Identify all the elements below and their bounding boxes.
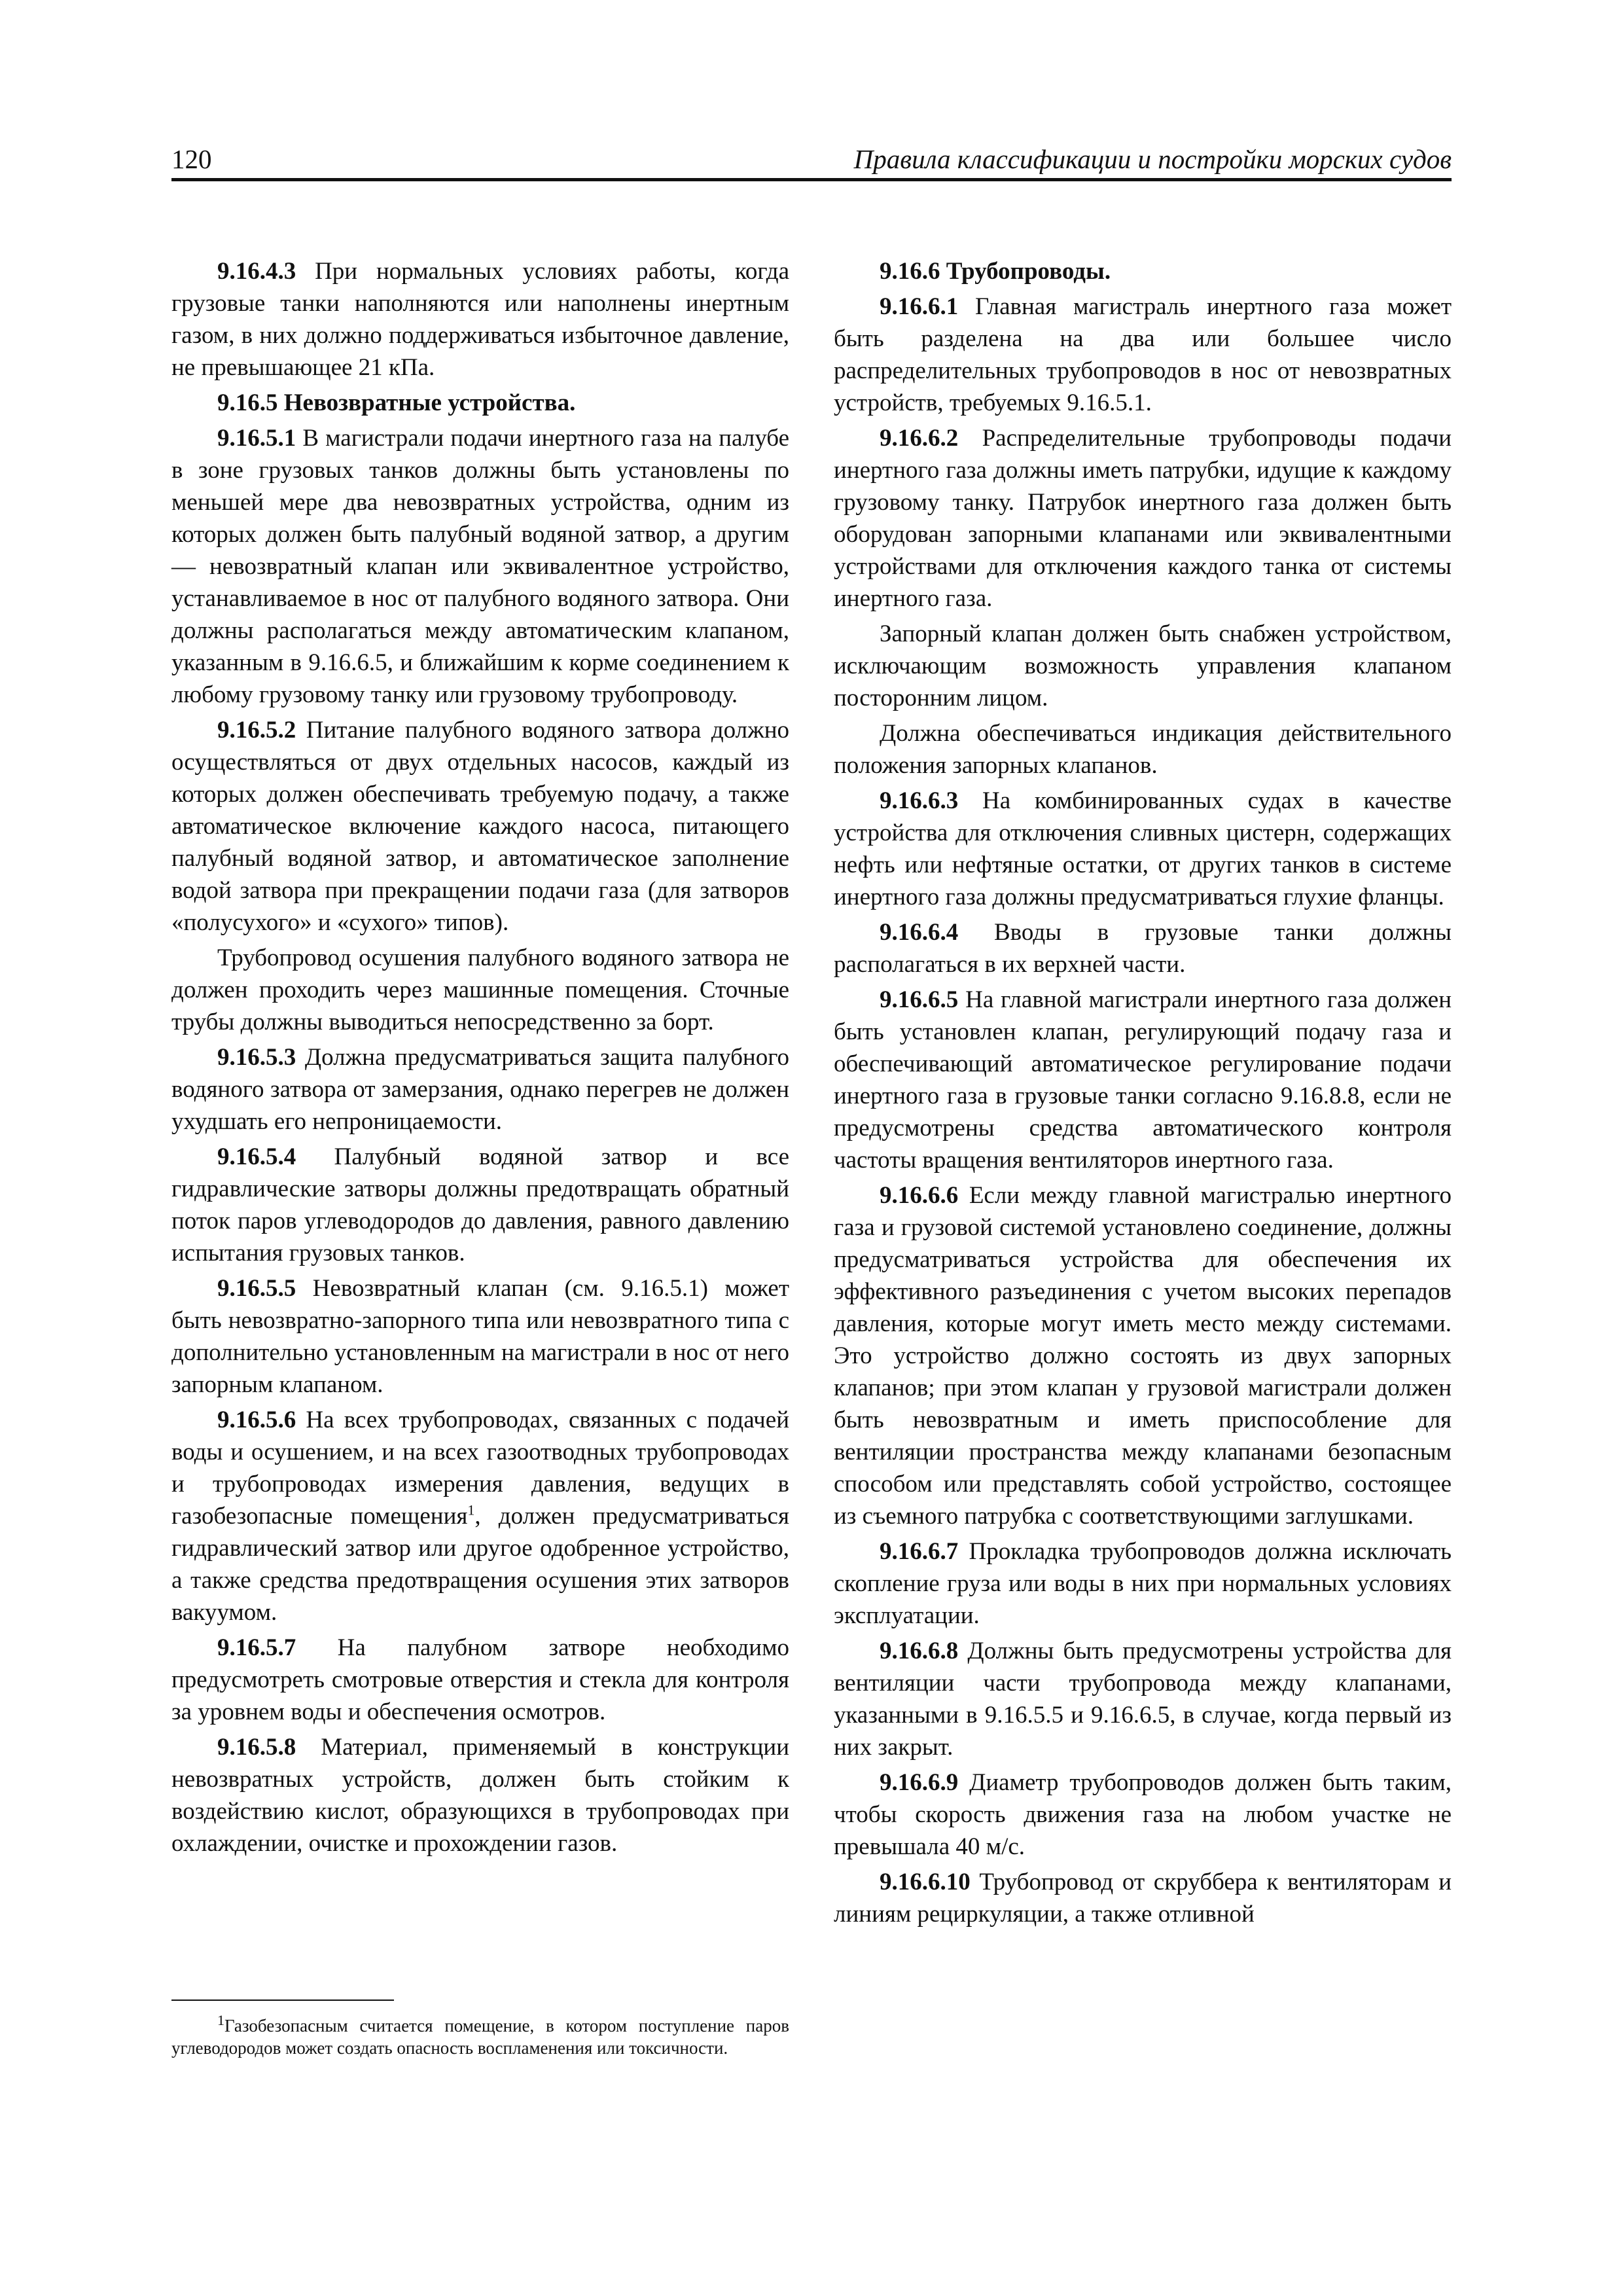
paragraph-9-16-6-3: 9.16.6.3 На комбинированных судах в качестве устройства для отключения сливных цистерн, содержащих нефть или нефтяные остатки, от других танков в системе инертного газа должны предусматриваться глухие фланцы. (834, 787, 1452, 910)
paragraph-9-16-5-3: 9.16.5.3 Должна предусматриваться защита палубного водяного затвора от замерзания, однако перегрев не должен ухудшать его непроницаемости. (171, 1044, 789, 1135)
footnote-rule (171, 2000, 394, 2001)
paragraph-9-16-6-5: 9.16.6.5 На главной магистрали инертного газа должен быть установлен клапан, регулирующий подачу газа и обеспечивающий автоматическое регулирование подачи инертного газа в грузовые танки согласно 9.16.8.8, если не предусмотрены средства автоматического контроля частоты вращения вентиляторов инертного газа. (834, 986, 1452, 1174)
paragraph-9-16-6-7: 9.16.6.7 Прокладка трубопроводов должна исключать скопление груза или воды в них при нормальных условиях эксплуатации. (834, 1538, 1452, 1629)
paragraph-9-16-5-8: 9.16.5.8 Материал, применяемый в конструкции невозвратных устройств, должен быть стойким к воздействию кислот, образующихся в трубопроводах при охлаждении, очистке и прохождении газов. (171, 1734, 789, 1857)
paragraph-9-16-6-9: 9.16.6.9 Диаметр трубопроводов должен быть таким, чтобы скорость движения газа на любом участке не превышала 40 м/с. (834, 1769, 1452, 1860)
paragraph-shutoff-valve: Запорный клапан должен быть снабжен устройством, исключающим возможность управления клапаном посторонним лицом. (834, 620, 1452, 711)
section-heading-9-16-5: 9.16.5 Невозвратные устройства. (217, 389, 576, 416)
paragraph-9-16-6-1: 9.16.6.1 Главная магистраль инертного газа может быть разделена на два или большее число распределительных трубопроводов в нос от невозвратных устройств, требуемых 9.16.5.1. (834, 293, 1452, 416)
right-column (834, 255, 1452, 1933)
left-column (171, 255, 789, 1863)
header-rule (171, 178, 1452, 181)
paragraph-9-16-5-6: 9.16.5.6 На всех трубопроводах, связанных с подачей воды и осушением, и на всех газоотводных трубопроводах и трубопроводах измерения давления, ведущих в газобезопасные помещения$^1$, должен предусматриваться гидравлический затвор или другое одобренное устройство, а также средства предотвращения осушения этих затворов вакуумом. (171, 1407, 789, 1626)
paragraph-9-16-6-10: 9.16.6.10 Трубопровод от скруббера к вентиляторам и линиям рециркуляции, а также отливной (834, 1869, 1452, 1928)
paragraph-9-16-6-4: 9.16.6.4 Вводы в грузовые танки должны располагаться в их верхней части. (834, 919, 1452, 978)
paragraph-9-16-5-5: 9.16.5.5 Невозвратный клапан (см. 9.16.5.1) может быть невозвратно-запорного типа или невозвратного типа с дополнительно установленным на магистрали в нос от него запорным клапаном. (171, 1275, 789, 1398)
section-heading-9-16-6: 9.16.6 Трубопроводы. (880, 258, 1111, 285)
paragraph-9-16-6-2: 9.16.6.2 Распределительные трубопроводы подачи инертного газа должны иметь патрубки, идущие к каждому грузовому танку. Патрубок инертного газа должен быть оборудован запорными клапанами или эквивалентными устройствами для отключения каждого танка от системы инертного газа. (834, 425, 1452, 612)
paragraph-drainage: Трубопровод осушения палубного водяного затвора не должен проходить через машинные помещения. Сточные трубы должны выводиться непосредственно за борт. (171, 944, 789, 1035)
footnote-number: 1 (217, 2012, 224, 2028)
footnote-mark: 1 (467, 1501, 475, 1518)
footnote: $^1$Газобезопасным считается помещение, в котором поступление паров углеводородов может создать опасность воспламенения или токсичности. (171, 2012, 789, 2058)
running-title: Правила классификации и постройки морских судов (853, 144, 1452, 174)
paragraph-9-16-5-2: 9.16.5.2 Питание палубного водяного затвора должно осуществляться от двух отдельных насосов, каждый из которых должен обеспечивать требуемую подачу, а также автоматическое включение каждого насоса, питающего палубный водяной затвор, и автоматическое заполнение водой затвора при прекращении подачи газа (для затворов «полусухого» и «сухого» типов). (171, 717, 789, 936)
paragraph-indication: Должна обеспечиваться индикация действительного положения запорных клапанов. (834, 720, 1452, 779)
paragraph-9-16-6-6: 9.16.6.6 Если между главной магистралью инертного газа и грузовой системой установлено соединение, должны предусматриваться устройства для обеспечения их эффективного разъединения с учетом высоких перепадов давления, которые могут иметь место между системами. Это устройство должно состоять из двух запорных клапанов; при этом клапан у грузовой магистрали должен быть невозвратным и иметь приспособление для вентиляции пространства между клапанами безопасным способом или представлять собой устройство, состоящее из съемного патрубка с соответствующими заглушками. (834, 1182, 1452, 1530)
paragraph-9-16-6-8: 9.16.6.8 Должны быть предусмотрены устройства для вентиляции части трубопровода между клапанами, указанными в 9.16.5.5 и 9.16.6.5, в случае, когда первый из них закрыт. (834, 1638, 1452, 1761)
paragraph-9-16-5-4: 9.16.5.4 Палубный водяной затвор и все гидравлические затворы должны предотвращать обратный поток паров углеводородов до давления, равного давлению испытания грузовых танков. (171, 1143, 789, 1266)
paragraph-9-16-5-7: 9.16.5.7 На палубном затворе необходимо предусмотреть смотровые отверстия и стекла для контроля за уровнем воды и обеспечения осмотров. (171, 1634, 789, 1725)
page-number: 120 (171, 144, 212, 174)
paragraph-9-16-5-1: 9.16.5.1 В магистрали подачи инертного газа на палубе в зоне грузовых танков должны быть установлены по меньшей мере два невозвратных устройства, одним из которых должен быть палубный водяной затвор, а другим — невозвратный клапан или эквивалентное устройство, устанавливаемое в нос от палубного водяного затвора. Они должны располагаться между автоматическим клапаном, указанным в 9.16.6.5, и ближайшим к корме соединением к любому грузовому танку или грузовому трубопроводу. (171, 425, 789, 708)
paragraph-9-16-4-3: 9.16.4.3 При нормальных условиях работы, когда грузовые танки наполняются или наполнены инертным газом, в них должно поддерживаться избыточное давление, не превышающее 21 кПа. (171, 258, 789, 381)
